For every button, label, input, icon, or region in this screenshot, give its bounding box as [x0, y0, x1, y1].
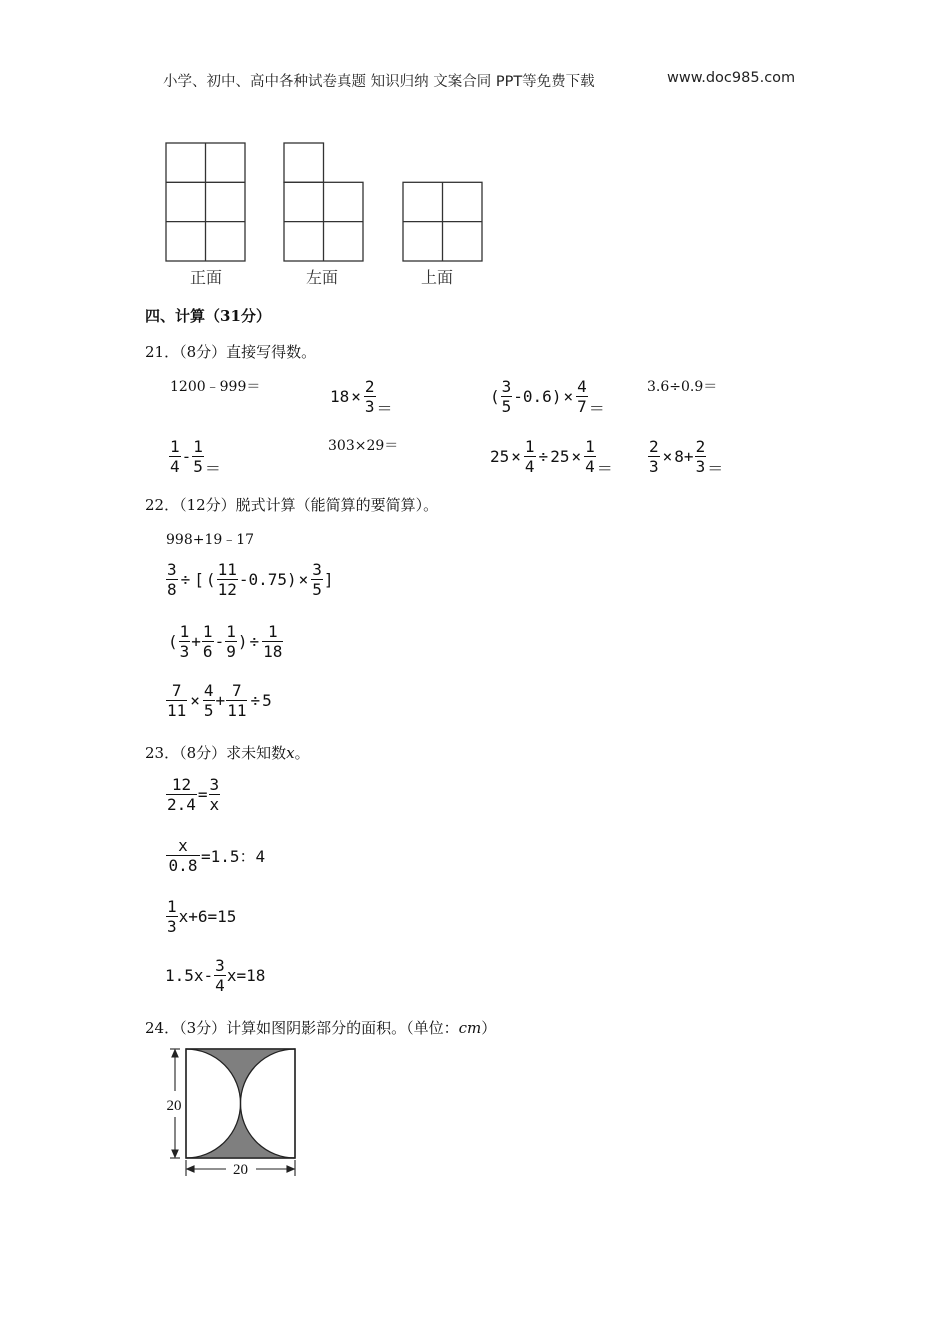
header-text: 小学、初中、高中各种试卷真题 知识归纳 文案合同 PPT等免费下载 [163, 74, 595, 90]
q21-title: 21．（8分）直接写得数。 [145, 343, 317, 361]
q23-b: $\frac{x}{0.8}$ =1.5：4 [165, 836, 265, 875]
shaded-area-figure [160, 1043, 305, 1183]
left-view-grid [284, 143, 363, 261]
q21-e: $\frac{1}{4}$ - $\frac{1}{5}$ ＝ [170, 437, 221, 478]
q23-title: 23．（8分）求未知数x。 [145, 744, 310, 762]
left-view-label: 左面 [306, 268, 339, 287]
front-view-label: 正面 [190, 268, 223, 287]
q22-d: $\frac{7}{11}$ × $\frac{4}{5}$ + $\frac{7}{11}$ ÷ 5 [167, 681, 272, 720]
header-site: www.doc985.com [667, 70, 796, 86]
q23-d: 1.5x- $\frac{3}{4}$ x=18 [165, 956, 266, 995]
q22-c: ( $\frac{1}{3}$ + $\frac{1}{6}$ - $\frac{1}{9}$ ) ÷ $\frac{1}{18}$ [168, 622, 283, 661]
q21-f: 303×29＝ [328, 438, 399, 454]
q23-a: $\frac{12}{2.4}$ = $\frac{3}{x}$ [167, 775, 220, 814]
top-view-grid [403, 182, 482, 261]
q22-b: $\frac{3}{8}$ ÷ [ ( $\frac{11}{12}$ -0.75 ) × $\frac{3}{5}$ ] [167, 560, 334, 599]
q21-d: 3.6÷0.9＝ [647, 379, 718, 395]
q23-c: $\frac{1}{3}$ x+6=15 [167, 897, 237, 936]
section-title: 四、计算（31分） [145, 307, 271, 325]
q24-title: 24．（3分）计算如图阴影部分的面积。（单位：cm） [145, 1019, 497, 1037]
top-view-label: 上面 [421, 268, 454, 287]
width-label: 20 [233, 1162, 248, 1178]
height-label: 20 [166, 1098, 182, 1114]
q21-h: $\frac{2}{3}$ × 8 + $\frac{2}{3}$ ＝ [649, 437, 724, 478]
q21-c: ( $\frac{3}{5}$ -0.6 ) × $\frac{4}{7}$ ＝ [490, 377, 605, 418]
q21-b: 18 × $\frac{2}{3}$ ＝ [330, 377, 393, 418]
q21-a: 1200﹣999＝ [170, 379, 261, 395]
q22-a: 998+19﹣17 [166, 532, 255, 548]
q22-title: 22．（12分）脱式计算（能简算的要简算）。 [145, 496, 439, 514]
front-view-grid [166, 143, 245, 261]
q21-g: 25 × $\frac{1}{4}$ ÷ 25 × $\frac{1}{4}$ ＝ [490, 437, 613, 478]
